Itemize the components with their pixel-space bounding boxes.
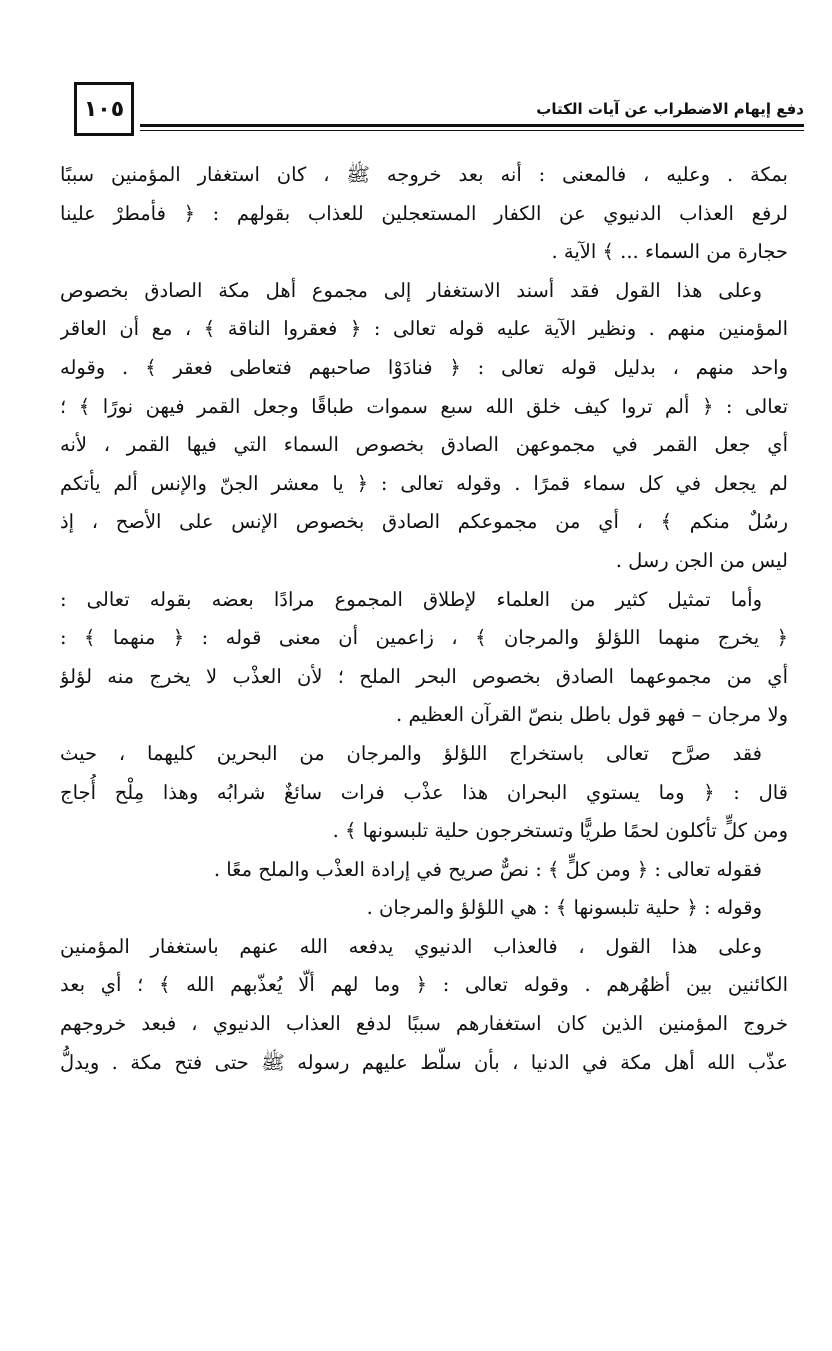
text-line: رسُلٌ منكم ﴾ ، أي من مجموعكم الصادق بخصوص الإنس على الأصح ، إذ bbox=[60, 510, 788, 534]
text-line: الكائنين بين أظهُرهم . وقوله تعالى : ﴿ وما لهم ألّا يُعذّبهم الله ﴾ ؛ أي بعد bbox=[60, 973, 788, 997]
header-rule-thick bbox=[140, 124, 804, 127]
header-rule-thin bbox=[140, 130, 804, 131]
text-line: واحد منهم ، بدليل قوله تعالى : ﴿ فنادَوْا صاحبهم فتعاطى فعقر ﴾ . وقوله bbox=[60, 355, 788, 379]
running-title: دفع إيهام الاضطراب عن آيات الكتاب bbox=[536, 100, 804, 118]
page-number: ١٠٥ bbox=[74, 82, 134, 136]
text-line: ومن كلٍّ تأكلون لحمًا طريًّا وتستخرجون حلية تلبسونها ﴾ . bbox=[332, 819, 788, 843]
text-line: حجارة من السماء ... ﴾ الآية . bbox=[551, 240, 788, 264]
text-line: لرفع العذاب الدنيوي عن الكفار المستعجلين للعذاب بقولهم : ﴿ فأمطرْ علينا bbox=[60, 201, 788, 225]
text-line: فقد صرَّح تعالى باستخراج اللؤلؤ والمرجان من البحرين كليهما ، حيث bbox=[60, 741, 762, 765]
text-line: المؤمنين منهم . ونظير الآية عليه قوله تعالى : ﴿ فعقروا الناقة ﴾ ، مع أن العاقر bbox=[60, 317, 788, 341]
text-line: أي جعل القمر في مجموعهن الصادق بخصوص السماء التي فيها القمر ، لأنه bbox=[60, 433, 788, 457]
text-line: وعلى هذا القول فقد أسند الاستغفار إلى مجموع أهل مكة الصادق بخصوص bbox=[60, 278, 762, 302]
text-line: لم يجعل في كل سماء قمرًا . وقوله تعالى : ﴿ يا معشر الجنّ والإنس ألم يأتكم bbox=[60, 471, 788, 495]
text-line: وقوله : ﴿ حلية تلبسونها ﴾ : هي اللؤلؤ والمرجان . bbox=[366, 896, 762, 920]
text-line: ولا مرجان – فهو قول باطل بنصّ القرآن العظيم . bbox=[396, 703, 788, 727]
text-line: خروج المؤمنين الذين كان استغفارهم سببًا لدفع العذاب الدنيوي ، فبعد خروجهم bbox=[60, 1012, 788, 1036]
page-header bbox=[74, 82, 804, 144]
text-line: وعلى هذا القول ، فالعذاب الدنيوي يدفعه الله عنهم باستغفار المؤمنين bbox=[60, 934, 762, 958]
text-line: قال : ﴿ وما يستوي البحران هذا عذْب فرات سائغٌ شرابُه وهذا مِلْح أُجاج bbox=[60, 780, 788, 804]
text-line: وأما تمثيل كثير من العلماء لإطلاق المجموع مرادًا بعضه بقوله تعالى : bbox=[60, 587, 762, 611]
text-line: ﴿ يخرج منهما اللؤلؤ والمرجان ﴾ ، زاعمين أن معنى قوله : ﴿ منهما ﴾ : bbox=[60, 626, 788, 650]
text-line: ليس من الجن رسل . bbox=[615, 548, 788, 572]
text-line: تعالى : ﴿ ألم تروا كيف خلق الله سبع سموات طباقًا وجعل القمر فيهن نورًا ﴾ ؛ bbox=[60, 394, 788, 418]
text-line: عذّب الله أهل مكة في الدنيا ، بأن سلّط عليهم رسوله ﷺ حتى فتح مكة . ويدلُّ bbox=[60, 1050, 788, 1074]
body-text bbox=[60, 156, 788, 1082]
text-line: بمكة . وعليه ، فالمعنى : أنه بعد خروجه ﷺ ، كان استغفار المؤمنين سببًا bbox=[60, 163, 788, 186]
text-line: أي من مجموعهما الصادق بخصوص البحر الملح ؛ لأن العذْب لا يخرج منه لؤلؤ bbox=[60, 664, 788, 688]
text-line: فقوله تعالى : ﴿ ومن كلٍّ ﴾ : نصٌّ صريح في إرادة العذْب والملح معًا . bbox=[213, 857, 762, 881]
